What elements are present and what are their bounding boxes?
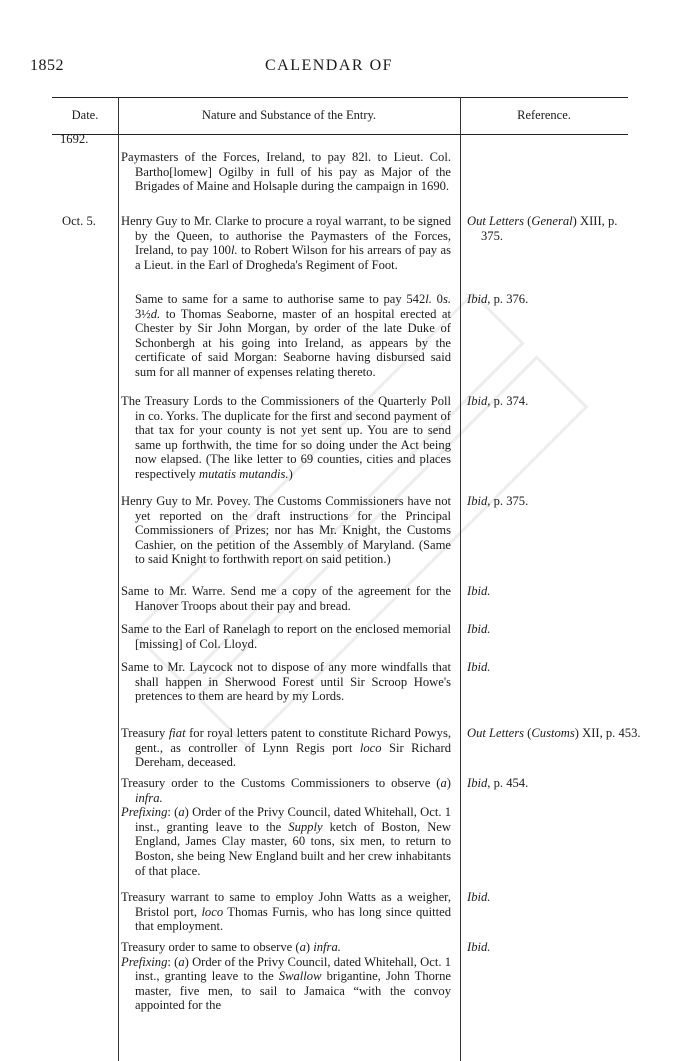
running-title: CALENDAR OF xyxy=(264,57,394,74)
entry-reference: Ibid. xyxy=(467,622,491,636)
page-header xyxy=(30,57,628,81)
entry-reference: Ibid. xyxy=(467,890,491,904)
column-header-date: Date. xyxy=(71,108,99,122)
entry-reference: Ibid. xyxy=(467,584,491,598)
entry-reference: Ibid, p. 376. xyxy=(467,292,529,306)
entry-reference: Out Letters (General) XIII, p. 375. xyxy=(467,214,618,243)
page-number: 1852 xyxy=(30,57,64,74)
entry-text: Henry Guy to Mr. Clarke to procure a royal warrant, to be signed by the Queen, to authorise the Paymasters of the Forces, Ireland, to pay 100l. to Robert Wilson for his arrears of pay as a Lieut. in the Earl of Drogheda's Regiment of Foot. xyxy=(121,214,451,272)
entry-text: Same to Mr. Laycock not to dispose of any more windfalls that shall happen in Sherwood Forest until Sir Scroop Howe's pretences to them are heard by my Lords. xyxy=(121,660,451,704)
table-header-rule xyxy=(52,134,628,135)
column-header-nature: Nature and Substance of the Entry. xyxy=(201,108,377,122)
entry-reference: Ibid. xyxy=(467,660,491,674)
table-top-rule xyxy=(52,97,628,98)
entry-text: Same to Mr. Warre. Send me a copy of the agreement for the Hanover Troops about their pay and bread. xyxy=(121,584,451,613)
column-divider-reference xyxy=(460,97,461,1061)
entry-reference: Ibid. xyxy=(467,940,491,954)
entry-text: The Treasury Lords to the Commissioners of the Quarterly Poll in co. Yorks. The duplicate for the first and second payment of that tax for your county is not yet sent up. You are to send same up forthwith, the time for so doing under the Act being now elapsed. (The like letter to 69 counties, cities and places respectively mutatis mutandis.) xyxy=(121,394,451,481)
entry-text: Treasury order to same to observe (a) infra. Prefixing: (a) Order of the Privy Council, dated Whitehall, Oct. 1 inst., granting leave to the Swallow brigantine, John Thorne master, five men, to sail to Jamaica “with the convoy appointed for the xyxy=(121,940,451,1013)
entry-text: Paymasters of the Forces, Ireland, to pay 82l. to Lieut. Col. Bartho[lomew] Ogilby in full of his pay as Major of the Brigades of Maine and Holsaple during the campaign in 1690. xyxy=(121,150,451,194)
entry-text: Treasury order to the Customs Commissioners to observe (a) infra. Prefixing: (a) Order of the Privy Council, dated Whitehall, Oct. 1 inst., granting leave to the Supply ketch of Boston, New England, James Clay master, 60 tons, six men, to return to Boston, she being New England built and her crew inhabitants of that place. xyxy=(121,776,451,878)
entry-text: Same to same for a same to authorise same to pay 542l. 0s. 3½d. to Thomas Seaborne, master of an hospital erected at Chester by Sir John Morgan, by order of the late Duke of Schonbergh at his going into Ireland, as appears by the certificate of said Morgan: Seaborne having disbursed said sum for all manner of expenses relating thereto. xyxy=(135,292,452,379)
column-header-reference: Reference. xyxy=(517,108,571,122)
entry-date: Oct. 5. xyxy=(62,214,96,228)
entry-reference: Out Letters (Customs) XII, p. 453. xyxy=(467,726,641,740)
entry-text: Henry Guy to Mr. Povey. The Customs Commissioners have not yet reported on the draft instructions for the Principal Commissioners of Prizes; nor has Mr. Knight, the Customs Cashier, on the petition of the Assembly of Maryland. (Same to said Knight to forthwith report on said petition.) xyxy=(121,494,451,567)
entry-text: Treasury fiat for royal letters patent to constitute Richard Powys, gent., as controller of Lynn Regis port loco Sir Richard Dereham, deceased. xyxy=(121,726,451,770)
entry-reference: Ibid, p. 374. xyxy=(467,394,529,408)
year-label: 1692. xyxy=(60,132,89,146)
column-divider-date xyxy=(118,97,119,1061)
entry-text: Same to the Earl of Ranelagh to report on the enclosed memorial [missing] of Col. Lloyd. xyxy=(121,622,451,651)
entry-reference: Ibid, p. 375. xyxy=(467,494,529,508)
entry-text: Treasury warrant to same to employ John Watts as a weigher, Bristol port, loco Thomas Furnis, who has long since quitted that employment. xyxy=(121,890,451,934)
entry-reference: Ibid, p. 454. xyxy=(467,776,529,790)
